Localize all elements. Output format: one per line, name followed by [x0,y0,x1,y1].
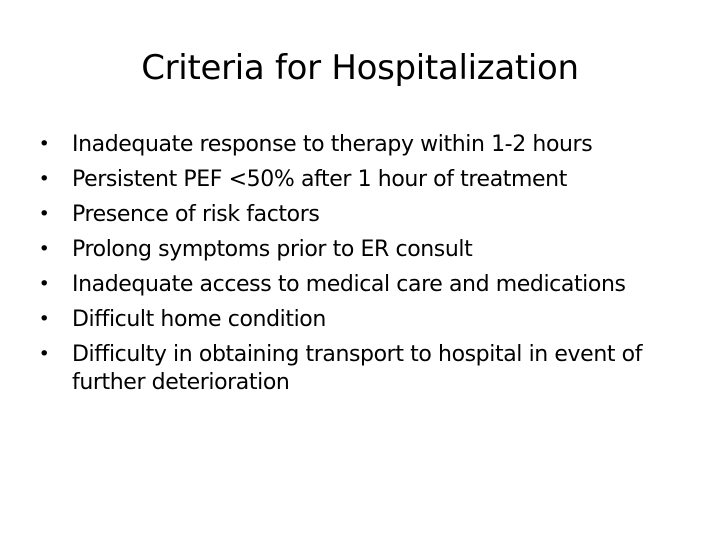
bullet-dot-icon: • [38,273,50,295]
bullet-item [36,201,686,229]
bullet-item [36,341,686,396]
bullet-text: Inadequate access to medical care and medications [72,272,626,297]
bullet-text: Inadequate response to therapy within 1-2 hours [72,132,593,157]
bullet-item [36,306,686,334]
bullet-dot-icon: • [38,133,50,155]
bullet-text: Presence of risk factors [72,202,320,227]
bullet-dot-icon: • [38,238,50,260]
bullet-dot-icon: • [38,168,50,190]
bullet-text: Difficult home condition [72,307,326,332]
bullet-list [36,131,686,404]
bullet-dot-icon: • [38,308,50,330]
bullet-text: Difficulty in obtaining transport to hospital in event of further deterioration [72,342,643,395]
bullet-item [36,271,686,299]
slide-title: Criteria for Hospitalization [141,48,579,88]
bullet-dot-icon: • [38,343,50,365]
bullet-dot-icon: • [38,203,50,225]
bullet-text: Persistent PEF <50% after 1 hour of treatment [72,167,567,192]
bullet-text: Prolong symptoms prior to ER consult [72,237,473,262]
bullet-item [36,166,686,194]
bullet-item [36,131,686,159]
bullet-item [36,236,686,264]
